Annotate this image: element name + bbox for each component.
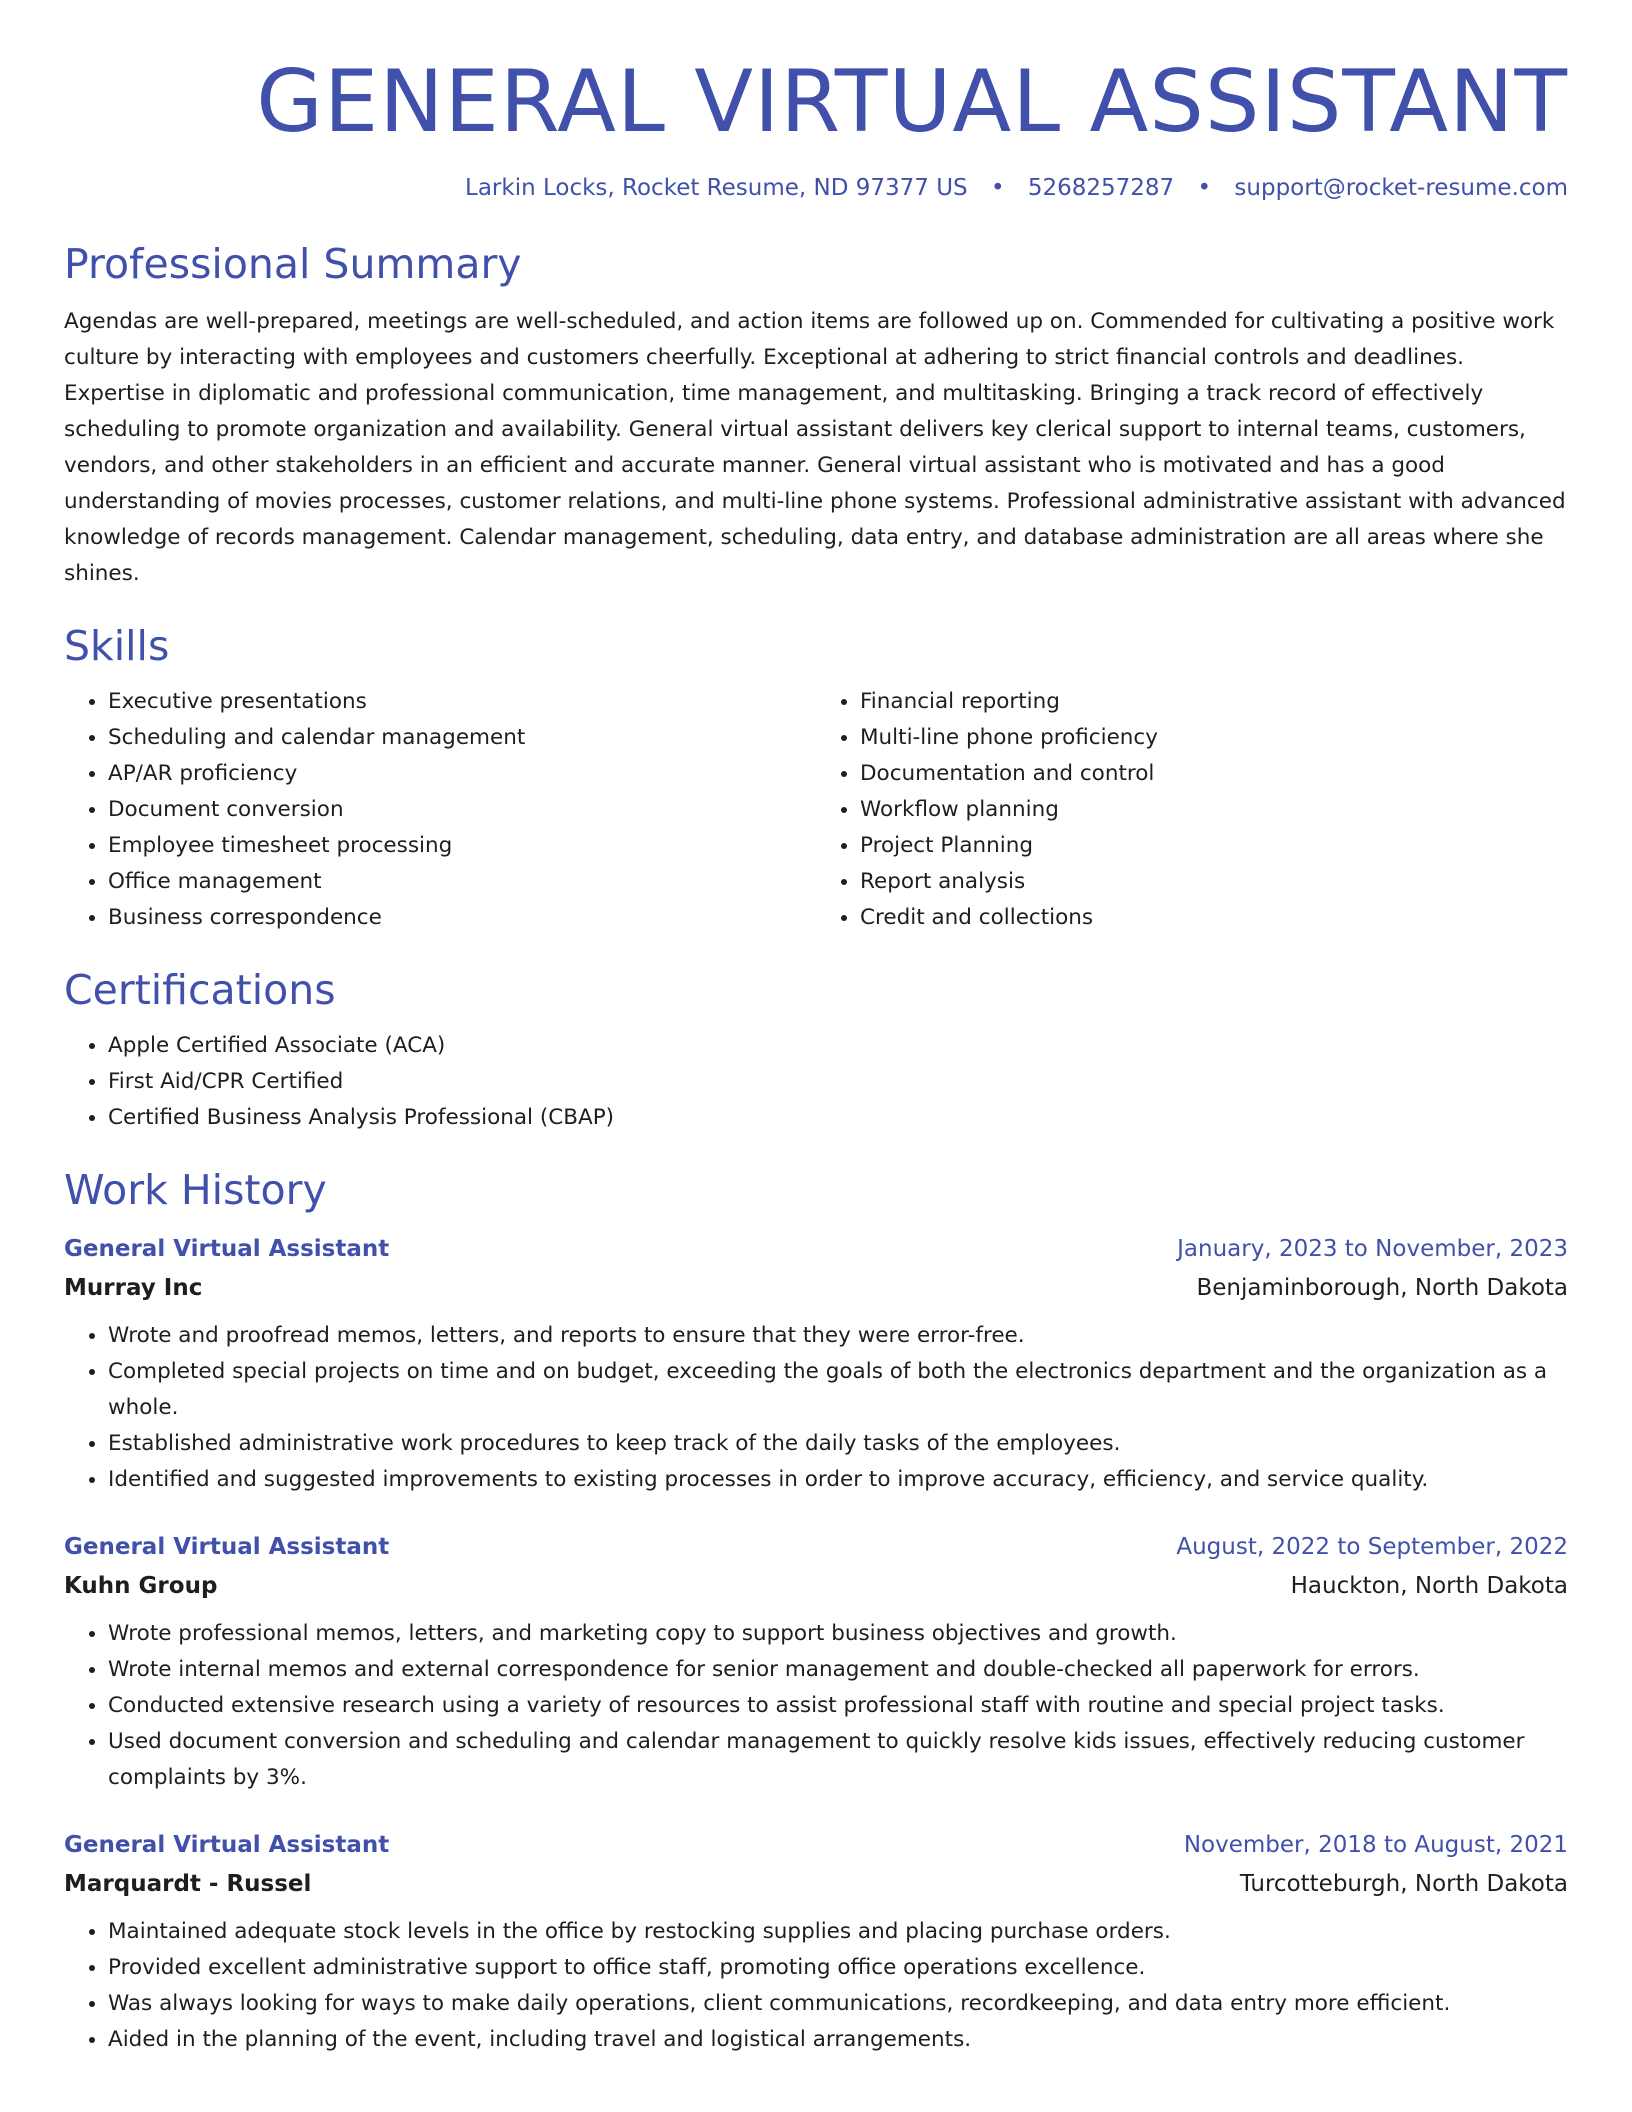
- skill-item: • Scheduling and calendar management: [108, 720, 816, 756]
- skills-list-left: [64, 684, 816, 936]
- skills-heading: Skills: [64, 622, 170, 670]
- job-dates: January, 2023 to November, 2023: [1177, 1236, 1568, 1262]
- summary-section: [64, 236, 1568, 592]
- job-bullets: [64, 1318, 1568, 1498]
- job-bullet: • Completed special projects on time and on budget, exceeding the goals of both the electronics department and the organization as a whole.: [108, 1354, 1568, 1426]
- certification-item: • First Aid/CPR Certified: [108, 1064, 1568, 1100]
- job-bullet: • Wrote professional memos, letters, and marketing copy to support business objectives and growth.: [108, 1616, 1568, 1652]
- skill-item: • Employee timesheet processing: [108, 828, 816, 864]
- skill-item: • Credit and collections: [860, 900, 1568, 936]
- skill-item: • Workflow planning: [860, 792, 1568, 828]
- resume-header: [64, 50, 1568, 204]
- job-bullets: [64, 1616, 1568, 1796]
- job-bullet: • Established administrative work procedures to keep track of the daily tasks of the employees.: [108, 1426, 1568, 1462]
- job-bullet: • Conducted extensive research using a variety of resources to assist professional staff with routine and special project tasks.: [108, 1688, 1568, 1724]
- job-company: Kuhn Group: [64, 1573, 218, 1599]
- work-history-section: [64, 1162, 1568, 2058]
- skill-item: • Documentation and control: [860, 756, 1568, 792]
- job-title: General Virtual Assistant: [64, 1832, 390, 1858]
- job-bullet: • Identified and suggested improvements to existing processes in order to improve accuracy, efficiency, and service quality.: [108, 1462, 1568, 1498]
- contact-separator: •: [1197, 175, 1212, 201]
- job-entry: [64, 1826, 1568, 2058]
- summary-heading: Professional Summary: [64, 240, 522, 288]
- certifications-list: [64, 1028, 1568, 1136]
- contact-email[interactable]: support@rocket-resume.com: [1234, 175, 1568, 201]
- job-entry: [64, 1528, 1568, 1796]
- skill-item: • Project Planning: [860, 828, 1568, 864]
- contact-line: [64, 172, 1568, 204]
- candidate-name: GENERAL VIRTUAL ASSISTANT: [256, 52, 1568, 152]
- job-location: Hauckton, North Dakota: [1290, 1573, 1568, 1599]
- job-title: General Virtual Assistant: [64, 1236, 390, 1262]
- skill-item: • AP/AR proficiency: [108, 756, 816, 792]
- skill-item: • Document conversion: [108, 792, 816, 828]
- job-title: General Virtual Assistant: [64, 1534, 390, 1560]
- contact-address: Larkin Locks, Rocket Resume, ND 97377 US: [465, 175, 968, 201]
- skill-item: • Report analysis: [860, 864, 1568, 900]
- job-company-row: [64, 1566, 1568, 1606]
- certifications-section: [64, 962, 1568, 1136]
- work-history-heading: Work History: [64, 1166, 327, 1214]
- job-title-row: [64, 1528, 1568, 1566]
- job-location: Benjaminborough, North Dakota: [1196, 1275, 1568, 1301]
- contact-phone[interactable]: 5268257287: [1027, 175, 1175, 201]
- job-dates: August, 2022 to September, 2022: [1176, 1534, 1568, 1560]
- job-dates: November, 2018 to August, 2021: [1183, 1832, 1568, 1858]
- job-company-row: [64, 1864, 1568, 1904]
- skill-item: • Office management: [108, 864, 816, 900]
- skills-section: [64, 618, 1568, 936]
- certifications-heading: Certifications: [64, 966, 336, 1014]
- job-bullet: • Maintained adequate stock levels in the office by restocking supplies and placing purchase orders.: [108, 1914, 1568, 1950]
- skill-item: • Business correspondence: [108, 900, 816, 936]
- job-bullet: • Used document conversion and scheduling and calendar management to quickly resolve kids issues, effectively reducing customer complaints by 3%.: [108, 1724, 1568, 1796]
- job-entry: [64, 1230, 1568, 1498]
- skill-item: • Financial reporting: [860, 684, 1568, 720]
- certification-item: • Apple Certified Associate (ACA): [108, 1028, 1568, 1064]
- job-company: Murray Inc: [64, 1275, 203, 1301]
- certification-item: • Certified Business Analysis Professional (CBAP): [108, 1100, 1568, 1136]
- job-company: Marquardt - Russel: [64, 1871, 312, 1897]
- skill-item: • Multi-line phone proficiency: [860, 720, 1568, 756]
- job-bullets: [64, 1914, 1568, 2058]
- job-bullet: • Aided in the planning of the event, including travel and logistical arrangements.: [108, 2022, 1568, 2058]
- contact-separator: •: [990, 175, 1005, 201]
- job-location: Turcotteburgh, North Dakota: [1239, 1871, 1568, 1897]
- skill-item: • Executive presentations: [108, 684, 816, 720]
- job-bullet: • Wrote internal memos and external correspondence for senior management and double-checked all paperwork for errors.: [108, 1652, 1568, 1688]
- job-title-row: [64, 1230, 1568, 1268]
- skills-list-right: [816, 684, 1568, 936]
- skills-columns: [64, 684, 1568, 936]
- job-bullet: • Was always looking for ways to make daily operations, client communications, recordkeeping, and data entry more efficient.: [108, 1986, 1568, 2022]
- job-bullet: • Wrote and proofread memos, letters, and reports to ensure that they were error-free.: [108, 1318, 1568, 1354]
- job-bullet: • Provided excellent administrative support to office staff, promoting office operations excellence.: [108, 1950, 1568, 1986]
- job-company-row: [64, 1268, 1568, 1308]
- job-title-row: [64, 1826, 1568, 1864]
- summary-text: Agendas are well-prepared, meetings are well-scheduled, and action items are followed up on. Commended for cultivating a positive work culture by interacting with employees and customers cheerfully. Exceptional at adhering to strict financial controls and deadlines. Expertise in diplomatic and professional communication, time management, and multitasking. Bringing a track record of effectively scheduling to promote organization and availability. General virtual assistant delivers key clerical support to internal teams, customers, vendors, and other stakeholders in an efficient and accurate manner. General virtual assistant who is motivated and has a good understanding of movies processes, customer relations, and multi-line phone systems. Professional administrative assistant with advanced knowledge of records management. Calendar management, scheduling, data entry, and database administration are all areas where she shines.: [64, 309, 1566, 586]
